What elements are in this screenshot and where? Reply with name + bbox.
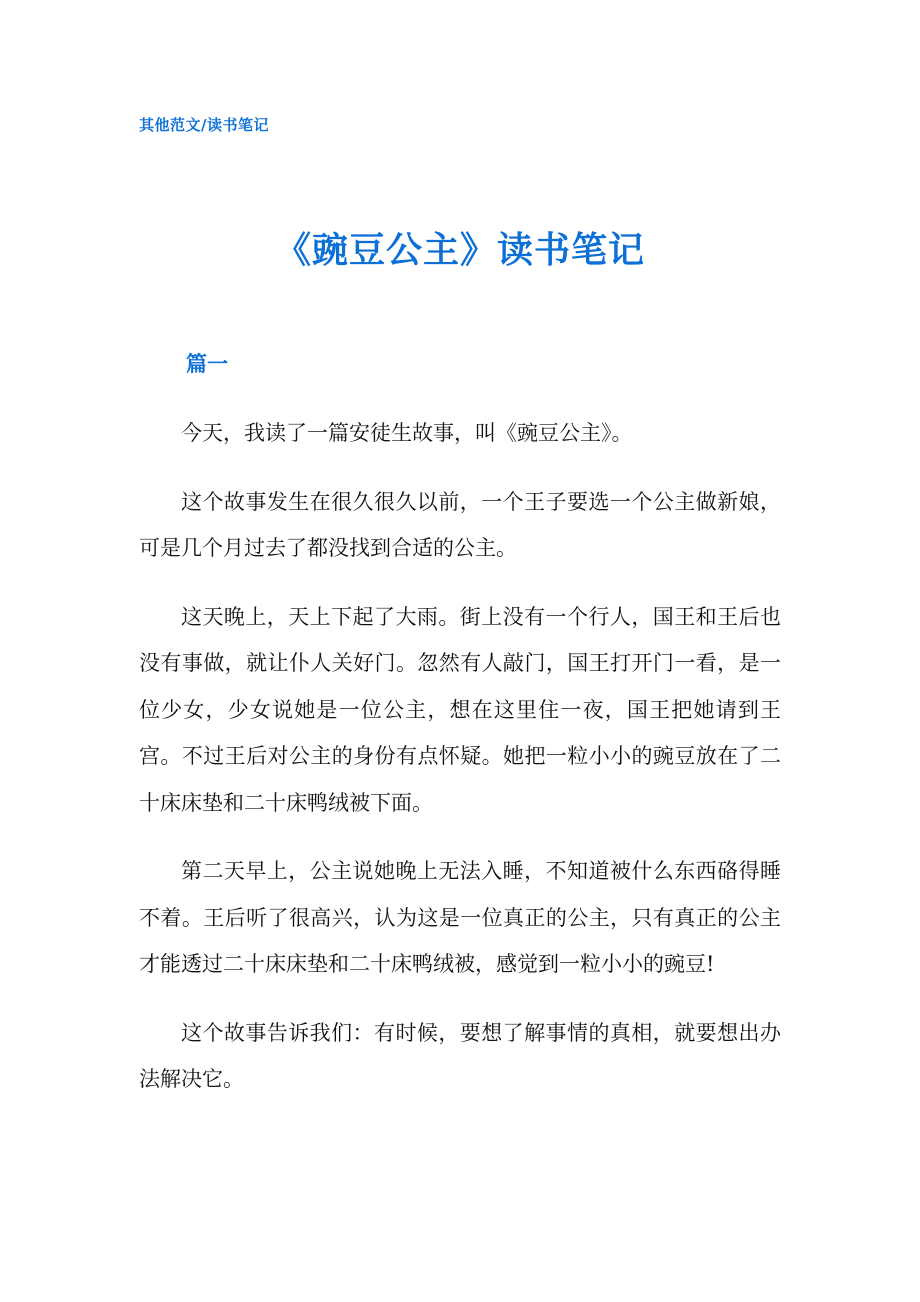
paragraph: 这天晚上，天上下起了大雨。街上没有一个行人，国王和王后也没有事做，就让仆人关好门。忽然有人敲门，国王打开门一看，是一位少女，少女说她是一位公主，想在这里住一夜，国王把她请到王宫。不过王后对公主的身份有点怀疑。她把一粒小小的豌豆放在了二十床床垫和二十床鸭绒被下面。 (139, 604, 781, 815)
page-title: 《豌豆公主》读书笔记 (274, 230, 645, 271)
paragraph: 这个故事发生在很久很久以前，一个王子要选一个公主做新娘，可是几个月过去了都没找到合适的公主。 (139, 489, 781, 560)
section-heading: 篇一 (186, 352, 228, 376)
paragraph: 第二天早上，公主说她晚上无法入睡，不知道被什么东西硌得睡不着。王后听了很高兴，认为这是一位真正的公主，只有真正的公主才能透过二十床床垫和二十床鸭绒被，感觉到一粒小小的豌豆! (139, 859, 781, 976)
breadcrumb[interactable]: 其他范文/读书笔记 (139, 116, 269, 134)
article-body (139, 410, 781, 1125)
paragraph: 今天，我读了一篇安徒生故事，叫《豌豆公主》。 (181, 421, 633, 445)
paragraph: 这个故事告诉我们：有时候，要想了解事情的真相，就要想出办法解决它。 (139, 1020, 781, 1091)
